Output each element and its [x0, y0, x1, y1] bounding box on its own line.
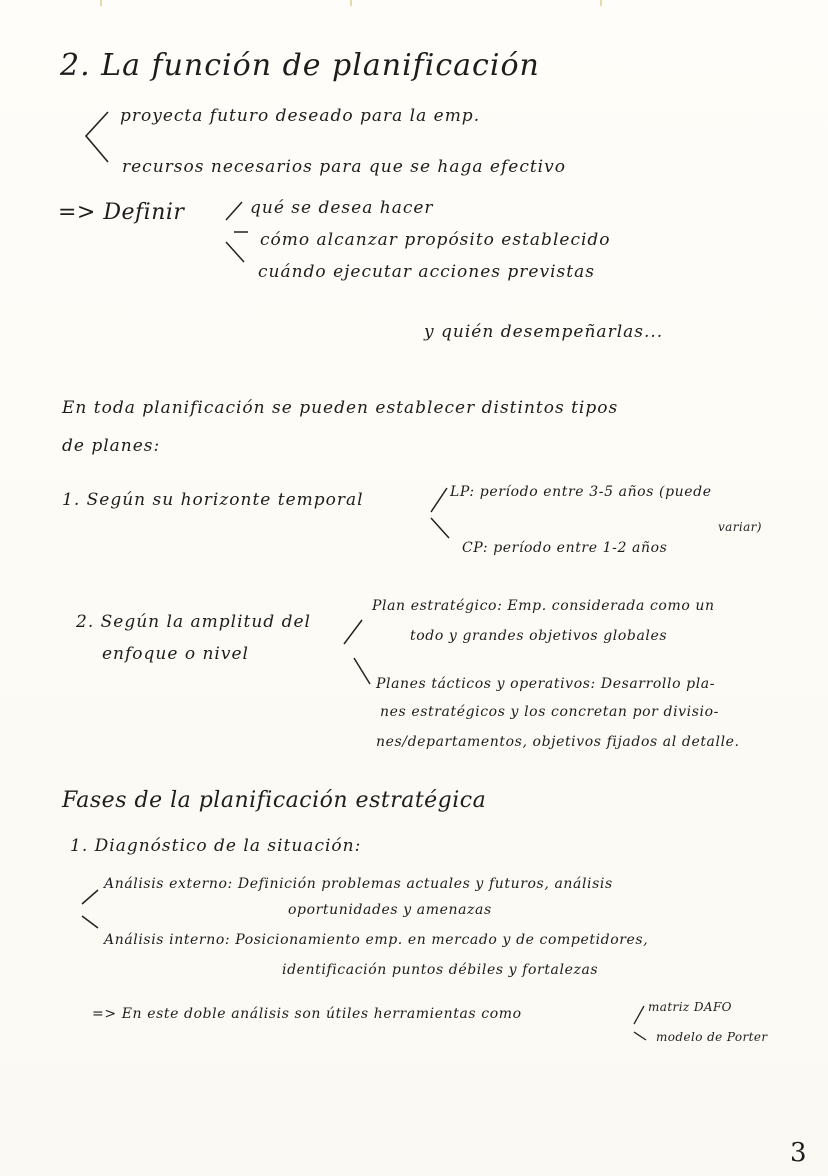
define-item: cómo alcanzar propósito establecido: [260, 230, 611, 250]
plan-detail: Plan estratégico: Emp. considerada como un: [372, 598, 715, 614]
tool-item: matriz DAFO: [648, 1000, 732, 1014]
phases-title: Fases de la planificación estratégica: [62, 788, 487, 813]
plan-type-heading: enfoque o nivel: [102, 644, 249, 664]
analysis-item: Análisis externo: Definición problemas actuales y futuros, análisis: [104, 876, 613, 892]
analysis-item: identificación puntos débiles y fortalezas: [282, 962, 599, 978]
plan-detail: Planes tácticos y operativos: Desarrollo pla-: [376, 676, 716, 692]
define-item: cuándo ejecutar acciones previstas: [258, 262, 595, 282]
define-label: => Definir: [58, 200, 185, 225]
top-margin-mark: [600, 0, 602, 6]
bracket-icon: [222, 198, 252, 268]
plan-detail: todo y grandes objetivos globales: [410, 628, 668, 644]
bracket-icon: [340, 612, 380, 692]
tools-line: => En este doble análisis son útiles herramientas como: [92, 1006, 522, 1022]
define-item: y quién desempeñarlas...: [424, 322, 664, 342]
bracket-icon: [78, 884, 104, 934]
intro-item: proyecta futuro deseado para la emp.: [120, 106, 481, 126]
bracket-icon: [630, 1004, 650, 1044]
define-item: qué se desea hacer: [250, 198, 434, 218]
phase-step: 1. Diagnóstico de la situación:: [70, 836, 362, 856]
analysis-item: Análisis interno: Posicionamiento emp. en mercado y de competidores,: [104, 932, 649, 948]
section-title: 2. La función de planificación: [60, 48, 540, 83]
plan-detail: CP: período entre 1-2 años: [462, 540, 668, 556]
plan-type-heading: 1. Según su horizonte temporal: [62, 490, 364, 510]
page-number: 3: [790, 1138, 807, 1168]
bracket-icon: [82, 110, 112, 170]
paragraph-line: de planes:: [62, 436, 161, 456]
analysis-item: oportunidades y amenazas: [288, 902, 492, 918]
top-margin-mark: [350, 0, 352, 6]
plan-detail: variar): [718, 520, 762, 534]
paragraph-line: En toda planificación se pueden establecer distintos tipos: [62, 398, 619, 418]
plan-detail: nes/departamentos, objetivos fijados al detalle.: [376, 734, 740, 750]
intro-item: recursos necesarios para que se haga efectivo: [122, 157, 566, 177]
top-margin-mark: [100, 0, 102, 6]
tool-item: modelo de Porter: [656, 1030, 768, 1044]
plan-type-heading: 2. Según la amplitud del: [76, 612, 311, 632]
plan-detail: LP: período entre 3-5 años (puede: [450, 484, 712, 500]
plan-detail: nes estratégicos y los concretan por divisio-: [380, 704, 719, 720]
